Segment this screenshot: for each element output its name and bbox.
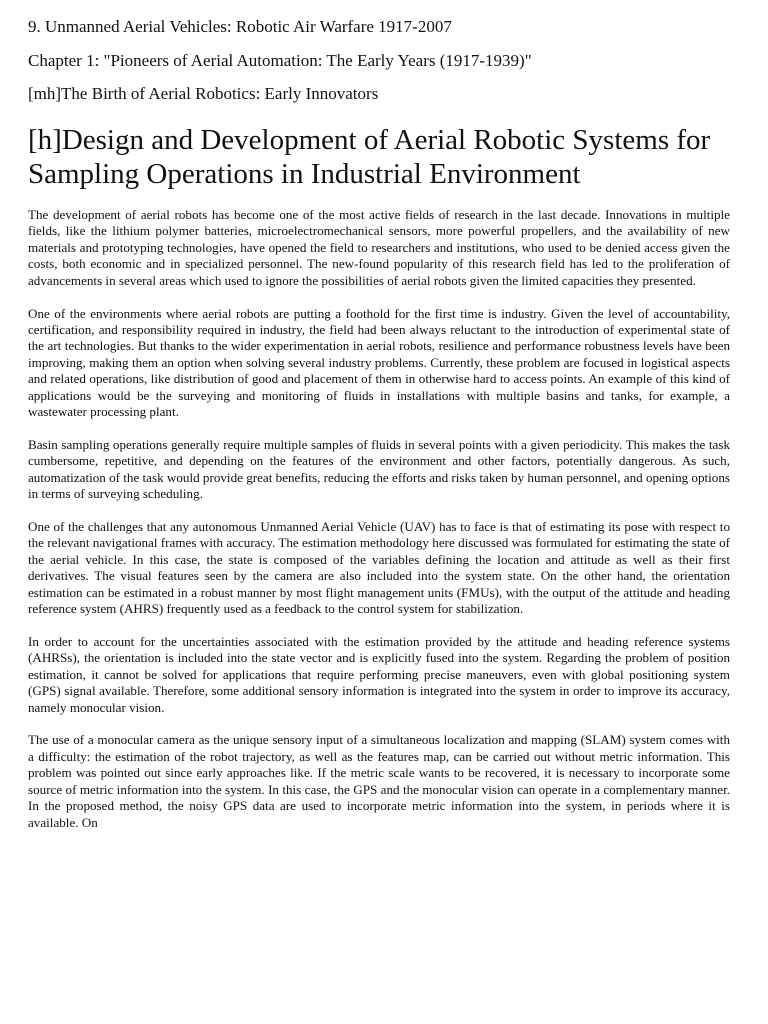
paragraph: In order to account for the uncertainties associated with the estimation provided by the attitude and heading reference systems (AHRSs), the orientation is included into the state vector and is explicitly fused into the system. Regarding the problem of position estimation, it cannot be solved for applications that require performing precise maneuvers, even with global positioning system (GPS) signal available. Therefore, some additional sensory information is integrated into the system in order to improve its accuracy, namely monocular vision. (28, 633, 730, 715)
section-title: [mh]The Birth of Aerial Robotics: Early Innovators (28, 84, 379, 103)
paragraph: One of the environments where aerial robots are putting a foothold for the first time is industry. Given the level of accountability, certification, and responsibility required in industry, the field had been always reluctant to the introduction of experimental state of the art technologies. But thanks to the wider experimentation in aerial robots, resilience and performance robustness levels have been improving, making them an option when solving several industry problems. Currently, these problem are focused in logistical aspects and related operations, like distribution of good and placement of them in otherwise hard to access points. An example of this kind of applications would be the surveying and monitoring of fluids in installations with multiple basins and tanks, for example, a wastewater processing plant. (28, 305, 730, 419)
paragraph: The use of a monocular camera as the unique sensory input of a simultaneous localization and mapping (SLAM) system comes with a difficulty: the estimation of the robot trajectory, as well as the features map, can be carried out without metric information. This problem was pointed out since early approaches like. If the metric scale wants to be recovered, it is necessary to incorporate some source of metric information into the system. In this case, the GPS and the monocular vision can operate in a complementary manner. In the proposed method, the noisy GPS data are used to incorporate metric information into the system, in periods where it is available. On (28, 732, 730, 830)
paragraph: The development of aerial robots has become one of the most active fields of research in the last decade. Innovations in multiple fields, like the lithium polymer batteries, microelectromechanical sensors, more powerful propellers, and the availability of new materials and prototyping technologies, have opened the field to researchers and institutions, who used to be denied access given the costs, both economic and in specialized personnel. The new-found popularity of this research field has led to the proliferation of advancements in several areas which used to ignore the possibilities of aerial robots given the limited capacities they presented. (28, 207, 730, 288)
chapter-title: Chapter 1: "Pioneers of Aerial Automation: The Early Years (1917-1939)" (28, 51, 532, 70)
page-heading: [h]Design and Development of Aerial Robotic Systems for Sampling Operations in Industrial Environment (28, 124, 711, 190)
book-title: 9. Unmanned Aerial Vehicles: Robotic Air Warfare 1917-2007 (28, 17, 452, 36)
paragraph: One of the challenges that any autonomous Unmanned Aerial Vehicle (UAV) has to face is that of estimating its pose with respect to the relevant navigational frames with accuracy. The estimation methodology here discussed was formulated for estimating the state of the aerial vehicle. In this case, the state is composed of the variables defining the location and attitude as well as their first derivatives. The visual features seen by the camera are also included into the system state. On the other hand, the orientation estimation can be estimated in a robust manner by most flight management units (FMUs), with the output of the attitude and heading reference system (AHRS) frequently used as a feedback to the control system for stabilization. (28, 519, 730, 617)
body-text (28, 207, 730, 847)
paragraph: Basin sampling operations generally require multiple samples of fluids in several points with a given periodicity. This makes the task cumbersome, repetitive, and depending on the features of the environment and other factors, potentially dangerous. As such, automatization of the task would provide great benefits, reducing the efforts and risks taken by human personnel, and opening options in terms of surveying scheduling. (28, 436, 730, 502)
